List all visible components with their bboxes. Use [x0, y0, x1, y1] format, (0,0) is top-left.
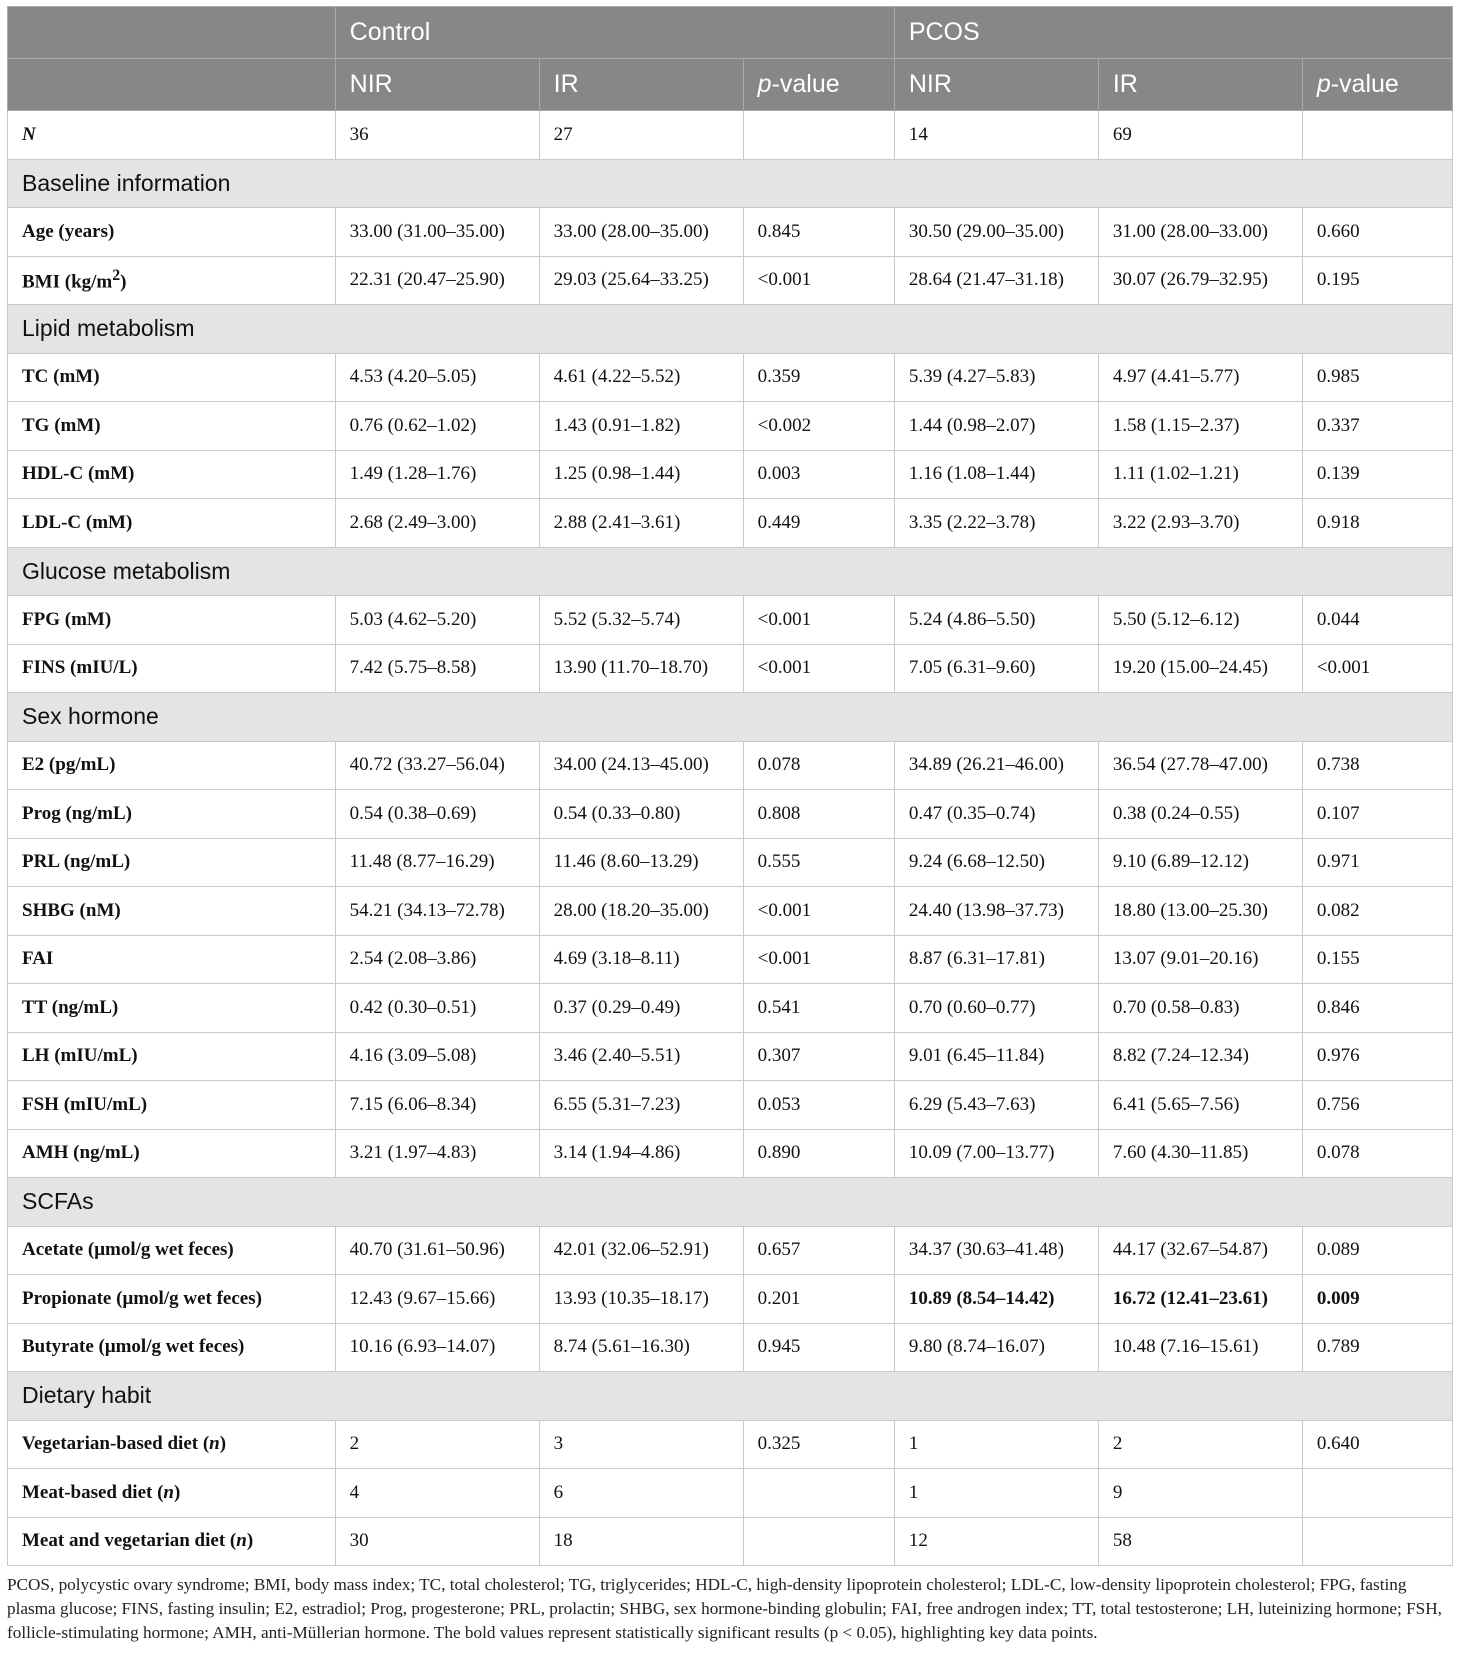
- cell-pcos-pvalue: 0.640: [1302, 1420, 1452, 1469]
- cell-pcos-pvalue: 0.139: [1302, 450, 1452, 499]
- row-label-italic: n: [163, 1481, 174, 1503]
- row-label-text: TG (mM): [22, 414, 101, 436]
- cell-pcos-ir: 4.97 (4.41–5.77): [1098, 353, 1302, 402]
- cell-pcos-ir: 0.70 (0.58–0.83): [1098, 984, 1302, 1033]
- cell-control-pvalue: 0.657: [743, 1226, 894, 1275]
- cell-pcos-nir: 3.35 (2.22–3.78): [894, 499, 1098, 548]
- cell-control-nir: 40.72 (33.27–56.04): [335, 741, 539, 790]
- cell-control-pvalue: <0.002: [743, 402, 894, 451]
- row-label-suffix: ): [120, 271, 127, 293]
- row-label-italic: n: [236, 1530, 247, 1552]
- cell-pcos-nir: 5.24 (4.86–5.50): [894, 596, 1098, 645]
- row-label: [8, 1469, 336, 1518]
- cell-pcos-nir: 34.37 (30.63–41.48): [894, 1226, 1098, 1275]
- cell-control-ir: 28.00 (18.20–35.00): [539, 887, 743, 936]
- cell-pcos-nir: 10.89 (8.54–14.42): [894, 1275, 1098, 1324]
- cell-pcos-nir: 9.01 (6.45–11.84): [894, 1032, 1098, 1081]
- cell-control-nir: 33.00 (31.00–35.00): [335, 208, 539, 257]
- table-body: [8, 111, 1453, 1566]
- cell-control-nir: 12.43 (9.67–15.66): [335, 1275, 539, 1324]
- cell-pcos-pvalue: 0.738: [1302, 741, 1452, 790]
- group-header-pcos: PCOS: [894, 7, 1452, 59]
- cell-control-ir: 1.43 (0.91–1.82): [539, 402, 743, 451]
- cell-control-pvalue: 0.078: [743, 741, 894, 790]
- cell-pcos-pvalue: 0.660: [1302, 208, 1452, 257]
- cell-pcos-ir: 2: [1098, 1420, 1302, 1469]
- cell-control-nir: 7.15 (6.06–8.34): [335, 1081, 539, 1130]
- row-label-suffix: ): [246, 1530, 254, 1552]
- row-label: [8, 1226, 336, 1275]
- cell-pcos-pvalue: 0.195: [1302, 256, 1452, 305]
- cell-pcos-nir: 6.29 (5.43–7.63): [894, 1081, 1098, 1130]
- row-label-text: AMH (ng/mL): [22, 1142, 140, 1164]
- cell-control-nir: 36: [335, 111, 539, 160]
- table-row: [8, 1226, 1453, 1275]
- table-header: [8, 7, 1453, 111]
- table-row: [8, 353, 1453, 402]
- cell-control-nir: 10.16 (6.93–14.07): [335, 1323, 539, 1372]
- cell-control-nir: 4.53 (4.20–5.05): [335, 353, 539, 402]
- row-label: [8, 402, 336, 451]
- cell-pcos-nir: 9.80 (8.74–16.07): [894, 1323, 1098, 1372]
- table-row: [8, 984, 1453, 1033]
- cell-control-ir: 5.52 (5.32–5.74): [539, 596, 743, 645]
- cell-pcos-ir: 8.82 (7.24–12.34): [1098, 1032, 1302, 1081]
- cell-pcos-ir: 31.00 (28.00–33.00): [1098, 208, 1302, 257]
- col-header-control-nir: NIR: [335, 59, 539, 111]
- table-row: [8, 741, 1453, 790]
- cell-control-ir: 13.93 (10.35–18.17): [539, 1275, 743, 1324]
- cell-pcos-ir: 6.41 (5.65–7.56): [1098, 1081, 1302, 1130]
- cell-control-pvalue: [743, 1517, 894, 1566]
- cell-pcos-nir: 5.39 (4.27–5.83): [894, 353, 1098, 402]
- cell-control-pvalue: 0.890: [743, 1129, 894, 1178]
- row-label-text: FINS (mIU/L): [22, 657, 138, 679]
- cell-pcos-ir: 44.17 (32.67–54.87): [1098, 1226, 1302, 1275]
- table-row: [8, 596, 1453, 645]
- row-label-text: Propionate (μmol/g wet feces): [22, 1287, 262, 1309]
- row-label: [8, 644, 336, 693]
- cell-pcos-nir: 1.44 (0.98–2.07): [894, 402, 1098, 451]
- cell-control-pvalue: <0.001: [743, 887, 894, 936]
- row-label: [8, 256, 336, 305]
- row-label: [8, 1081, 336, 1130]
- cell-pcos-pvalue: [1302, 111, 1452, 160]
- cell-pcos-pvalue: 0.078: [1302, 1129, 1452, 1178]
- cell-pcos-ir: 9.10 (6.89–12.12): [1098, 838, 1302, 887]
- cell-control-ir: 0.54 (0.33–0.80): [539, 790, 743, 839]
- cell-pcos-nir: 30.50 (29.00–35.00): [894, 208, 1098, 257]
- cell-control-nir: 4.16 (3.09–5.08): [335, 1032, 539, 1081]
- cell-pcos-ir: 1.58 (1.15–2.37): [1098, 402, 1302, 451]
- row-label: [8, 984, 336, 1033]
- pvalue-suffix: -value: [1330, 70, 1399, 98]
- table-row: [8, 1081, 1453, 1130]
- row-label: [8, 1275, 336, 1324]
- row-label-text: TT (ng/mL): [22, 996, 119, 1018]
- cell-control-ir: 4.69 (3.18–8.11): [539, 935, 743, 984]
- section-row: [8, 547, 1453, 596]
- cell-control-ir: 11.46 (8.60–13.29): [539, 838, 743, 887]
- cell-control-ir: 1.25 (0.98–1.44): [539, 450, 743, 499]
- cell-pcos-pvalue: 0.082: [1302, 887, 1452, 936]
- row-label: [8, 1129, 336, 1178]
- section-heading: Baseline information: [8, 159, 1453, 208]
- cell-pcos-pvalue: 0.985: [1302, 353, 1452, 402]
- cell-control-pvalue: 0.325: [743, 1420, 894, 1469]
- col-header-pcos-pvalue: [1302, 59, 1452, 111]
- section-row: [8, 159, 1453, 208]
- cell-pcos-nir: 1: [894, 1420, 1098, 1469]
- row-label-text: Vegetarian-based diet (: [22, 1433, 210, 1455]
- cell-pcos-pvalue: [1302, 1469, 1452, 1518]
- cell-control-nir: 54.21 (34.13–72.78): [335, 887, 539, 936]
- row-label: [8, 790, 336, 839]
- cell-pcos-pvalue: 0.918: [1302, 499, 1452, 548]
- row-label: [8, 596, 336, 645]
- table-row: [8, 887, 1453, 936]
- cell-pcos-ir: 69: [1098, 111, 1302, 160]
- cell-control-pvalue: <0.001: [743, 644, 894, 693]
- table-row: [8, 450, 1453, 499]
- cell-pcos-ir: 3.22 (2.93–3.70): [1098, 499, 1302, 548]
- cell-control-ir: 42.01 (32.06–52.91): [539, 1226, 743, 1275]
- table-row: [8, 402, 1453, 451]
- cell-pcos-nir: 0.47 (0.35–0.74): [894, 790, 1098, 839]
- cell-control-nir: 2: [335, 1420, 539, 1469]
- cell-pcos-pvalue: 0.044: [1302, 596, 1452, 645]
- cell-pcos-ir: 19.20 (15.00–24.45): [1098, 644, 1302, 693]
- cell-pcos-pvalue: 0.846: [1302, 984, 1452, 1033]
- cell-pcos-ir: 1.11 (1.02–1.21): [1098, 450, 1302, 499]
- row-label-text: SHBG (nM): [22, 899, 121, 921]
- row-label: [8, 111, 336, 160]
- cell-control-pvalue: 0.541: [743, 984, 894, 1033]
- cell-control-nir: 2.68 (2.49–3.00): [335, 499, 539, 548]
- pvalue-p: p: [1316, 70, 1331, 98]
- section-heading: Sex hormone: [8, 693, 1453, 742]
- cell-control-pvalue: <0.001: [743, 256, 894, 305]
- cell-control-pvalue: 0.845: [743, 208, 894, 257]
- cell-pcos-pvalue: 0.155: [1302, 935, 1452, 984]
- cell-pcos-pvalue: 0.089: [1302, 1226, 1452, 1275]
- row-label-text: FSH (mIU/mL): [22, 1093, 148, 1115]
- cell-pcos-pvalue: <0.001: [1302, 644, 1452, 693]
- row-label-suffix: ): [174, 1481, 181, 1503]
- table-row: [8, 644, 1453, 693]
- table-footnote: PCOS, polycystic ovary syndrome; BMI, body mass index; TC, total cholesterol; TG, triglycerides; HDL-C, high-density lipoprotein cholesterol; LDL-C, low-density lipoprotein cholesterol; FPG, fasting plasma glucose; FINS, fasting insulin; E2, estradiol; Prog, progesterone; PRL, prolactin; SHBG, sex hormone-binding globulin; FAI, free androgen index; TT, total testosterone; LH, luteinizing hormone; FSH, follicle-stimulating hormone; AMH, anti-Müllerian hormone. The bold values represent statistically significant results (p < 0.05), highlighting key data points.: [7, 1575, 1442, 1642]
- row-label-italic: n: [209, 1433, 220, 1455]
- row-label-text: N: [22, 123, 36, 145]
- cell-control-pvalue: <0.001: [743, 935, 894, 984]
- cell-pcos-pvalue: 0.976: [1302, 1032, 1452, 1081]
- cell-control-ir: 6.55 (5.31–7.23): [539, 1081, 743, 1130]
- table-row: [8, 1517, 1453, 1566]
- row-label: [8, 1032, 336, 1081]
- cell-control-nir: 0.76 (0.62–1.02): [335, 402, 539, 451]
- group-header-control: Control: [335, 7, 894, 59]
- cell-pcos-nir: 9.24 (6.68–12.50): [894, 838, 1098, 887]
- col-header-control-ir: IR: [539, 59, 743, 111]
- cell-control-ir: 8.74 (5.61–16.30): [539, 1323, 743, 1372]
- cell-pcos-nir: 12: [894, 1517, 1098, 1566]
- cell-control-nir: 7.42 (5.75–8.58): [335, 644, 539, 693]
- cell-control-nir: 40.70 (31.61–50.96): [335, 1226, 539, 1275]
- row-label: [8, 499, 336, 548]
- cell-control-ir: 29.03 (25.64–33.25): [539, 256, 743, 305]
- row-label: [8, 935, 336, 984]
- section-row: [8, 305, 1453, 354]
- cell-control-nir: 3.21 (1.97–4.83): [335, 1129, 539, 1178]
- cell-pcos-ir: 9: [1098, 1469, 1302, 1518]
- row-label-text: Prog (ng/mL): [22, 802, 132, 824]
- table-row: [8, 1275, 1453, 1324]
- cell-control-nir: 22.31 (20.47–25.90): [335, 256, 539, 305]
- cell-control-pvalue: [743, 1469, 894, 1518]
- cell-control-ir: 33.00 (28.00–35.00): [539, 208, 743, 257]
- table-row: [8, 1469, 1453, 1518]
- row-label: [8, 450, 336, 499]
- cell-pcos-ir: 30.07 (26.79–32.95): [1098, 256, 1302, 305]
- cell-control-pvalue: 0.053: [743, 1081, 894, 1130]
- row-label-text: HDL-C (mM): [22, 463, 135, 485]
- cell-control-ir: 4.61 (4.22–5.52): [539, 353, 743, 402]
- cell-control-ir: 34.00 (24.13–45.00): [539, 741, 743, 790]
- row-label-text: Age (years): [22, 220, 115, 242]
- cell-pcos-pvalue: 0.971: [1302, 838, 1452, 887]
- cell-pcos-ir: 5.50 (5.12–6.12): [1098, 596, 1302, 645]
- cell-control-pvalue: 0.945: [743, 1323, 894, 1372]
- header-empty-cell: [8, 7, 336, 59]
- cell-pcos-nir: 28.64 (21.47–31.18): [894, 256, 1098, 305]
- row-label: [8, 208, 336, 257]
- data-table: [7, 6, 1453, 1566]
- table-row: [8, 1323, 1453, 1372]
- row-label-text: LDL-C (mM): [22, 511, 133, 533]
- table-row: [8, 790, 1453, 839]
- row-label-superscript: 2: [112, 267, 121, 285]
- cell-pcos-pvalue: 0.789: [1302, 1323, 1452, 1372]
- row-label-text: Acetate (μmol/g wet feces): [22, 1239, 234, 1261]
- cell-control-nir: 0.54 (0.38–0.69): [335, 790, 539, 839]
- cell-pcos-ir: 16.72 (12.41–23.61): [1098, 1275, 1302, 1324]
- cell-control-nir: 0.42 (0.30–0.51): [335, 984, 539, 1033]
- cell-pcos-ir: 36.54 (27.78–47.00): [1098, 741, 1302, 790]
- cell-pcos-ir: 13.07 (9.01–20.16): [1098, 935, 1302, 984]
- row-label: [8, 741, 336, 790]
- row-label: [8, 353, 336, 402]
- cell-pcos-pvalue: [1302, 1517, 1452, 1566]
- row-label-text: FPG (mM): [22, 608, 112, 630]
- cell-control-nir: 1.49 (1.28–1.76): [335, 450, 539, 499]
- row-label-text: E2 (pg/mL): [22, 754, 116, 776]
- cell-control-pvalue: 0.449: [743, 499, 894, 548]
- cell-control-pvalue: 0.003: [743, 450, 894, 499]
- cell-pcos-ir: 18.80 (13.00–25.30): [1098, 887, 1302, 936]
- cell-pcos-ir: 58: [1098, 1517, 1302, 1566]
- cell-pcos-nir: 8.87 (6.31–17.81): [894, 935, 1098, 984]
- cell-control-ir: 0.37 (0.29–0.49): [539, 984, 743, 1033]
- pvalue-p: p: [757, 70, 772, 98]
- row-label-text: TC (mM): [22, 366, 100, 388]
- cell-control-pvalue: [743, 111, 894, 160]
- section-heading: Lipid metabolism: [8, 305, 1453, 354]
- cell-pcos-nir: 14: [894, 111, 1098, 160]
- table-row: [8, 1129, 1453, 1178]
- cell-control-pvalue: 0.808: [743, 790, 894, 839]
- table-row: [8, 838, 1453, 887]
- row-label: [8, 887, 336, 936]
- col-header-pcos-nir: NIR: [894, 59, 1098, 111]
- cell-control-ir: 27: [539, 111, 743, 160]
- row-label: [8, 1420, 336, 1469]
- section-heading: Dietary habit: [8, 1372, 1453, 1421]
- row-label: [8, 1517, 336, 1566]
- cell-control-ir: 3: [539, 1420, 743, 1469]
- row-label: [8, 838, 336, 887]
- cell-control-pvalue: 0.359: [743, 353, 894, 402]
- row-label-text: BMI (kg/m: [22, 271, 113, 293]
- section-row: [8, 693, 1453, 742]
- table-row: [8, 1420, 1453, 1469]
- section-heading: SCFAs: [8, 1178, 1453, 1227]
- section-heading: Glucose metabolism: [8, 547, 1453, 596]
- cell-control-ir: 6: [539, 1469, 743, 1518]
- cell-pcos-nir: 1: [894, 1469, 1098, 1518]
- cell-pcos-nir: 24.40 (13.98–37.73): [894, 887, 1098, 936]
- table-row: [8, 111, 1453, 160]
- cell-control-ir: 3.46 (2.40–5.51): [539, 1032, 743, 1081]
- table-row: [8, 935, 1453, 984]
- table-row: [8, 256, 1453, 305]
- cell-control-nir: 11.48 (8.77–16.29): [335, 838, 539, 887]
- row-label-text: Butyrate (μmol/g wet feces): [22, 1336, 245, 1358]
- cell-control-ir: 13.90 (11.70–18.70): [539, 644, 743, 693]
- cell-control-nir: 2.54 (2.08–3.86): [335, 935, 539, 984]
- row-label-text: FAI: [22, 948, 54, 970]
- section-row: [8, 1178, 1453, 1227]
- pvalue-suffix: -value: [771, 70, 840, 98]
- cell-pcos-nir: 34.89 (26.21–46.00): [894, 741, 1098, 790]
- cell-control-pvalue: 0.555: [743, 838, 894, 887]
- cell-control-pvalue: <0.001: [743, 596, 894, 645]
- table-row: [8, 1032, 1453, 1081]
- cell-pcos-pvalue: 0.756: [1302, 1081, 1452, 1130]
- cell-pcos-ir: 10.48 (7.16–15.61): [1098, 1323, 1302, 1372]
- cell-control-ir: 3.14 (1.94–4.86): [539, 1129, 743, 1178]
- cell-pcos-nir: 7.05 (6.31–9.60): [894, 644, 1098, 693]
- row-label-text: PRL (ng/mL): [22, 851, 131, 873]
- section-row: [8, 1372, 1453, 1421]
- row-label-text: Meat-based diet (: [22, 1481, 164, 1503]
- cell-pcos-nir: 10.09 (7.00–13.77): [894, 1129, 1098, 1178]
- row-label-text: Meat and vegetarian diet (: [22, 1530, 237, 1552]
- cell-control-ir: 2.88 (2.41–3.61): [539, 499, 743, 548]
- col-header-pcos-ir: IR: [1098, 59, 1302, 111]
- cell-control-nir: 4: [335, 1469, 539, 1518]
- cell-control-ir: 18: [539, 1517, 743, 1566]
- row-label-suffix: ): [219, 1433, 227, 1455]
- cell-pcos-pvalue: 0.337: [1302, 402, 1452, 451]
- cell-pcos-nir: 0.70 (0.60–0.77): [894, 984, 1098, 1033]
- cell-pcos-pvalue: 0.107: [1302, 790, 1452, 839]
- cell-control-nir: 5.03 (4.62–5.20): [335, 596, 539, 645]
- cell-control-nir: 30: [335, 1517, 539, 1566]
- cell-pcos-nir: 1.16 (1.08–1.44): [894, 450, 1098, 499]
- cell-pcos-ir: 7.60 (4.30–11.85): [1098, 1129, 1302, 1178]
- row-label-text: LH (mIU/mL): [22, 1045, 138, 1067]
- cell-control-pvalue: 0.307: [743, 1032, 894, 1081]
- table-row: [8, 208, 1453, 257]
- cell-pcos-pvalue: 0.009: [1302, 1275, 1452, 1324]
- col-header-control-pvalue: [743, 59, 894, 111]
- header-empty-cell: [8, 59, 336, 111]
- row-label: [8, 1323, 336, 1372]
- cell-pcos-ir: 0.38 (0.24–0.55): [1098, 790, 1302, 839]
- table-row: [8, 499, 1453, 548]
- cell-control-pvalue: 0.201: [743, 1275, 894, 1324]
